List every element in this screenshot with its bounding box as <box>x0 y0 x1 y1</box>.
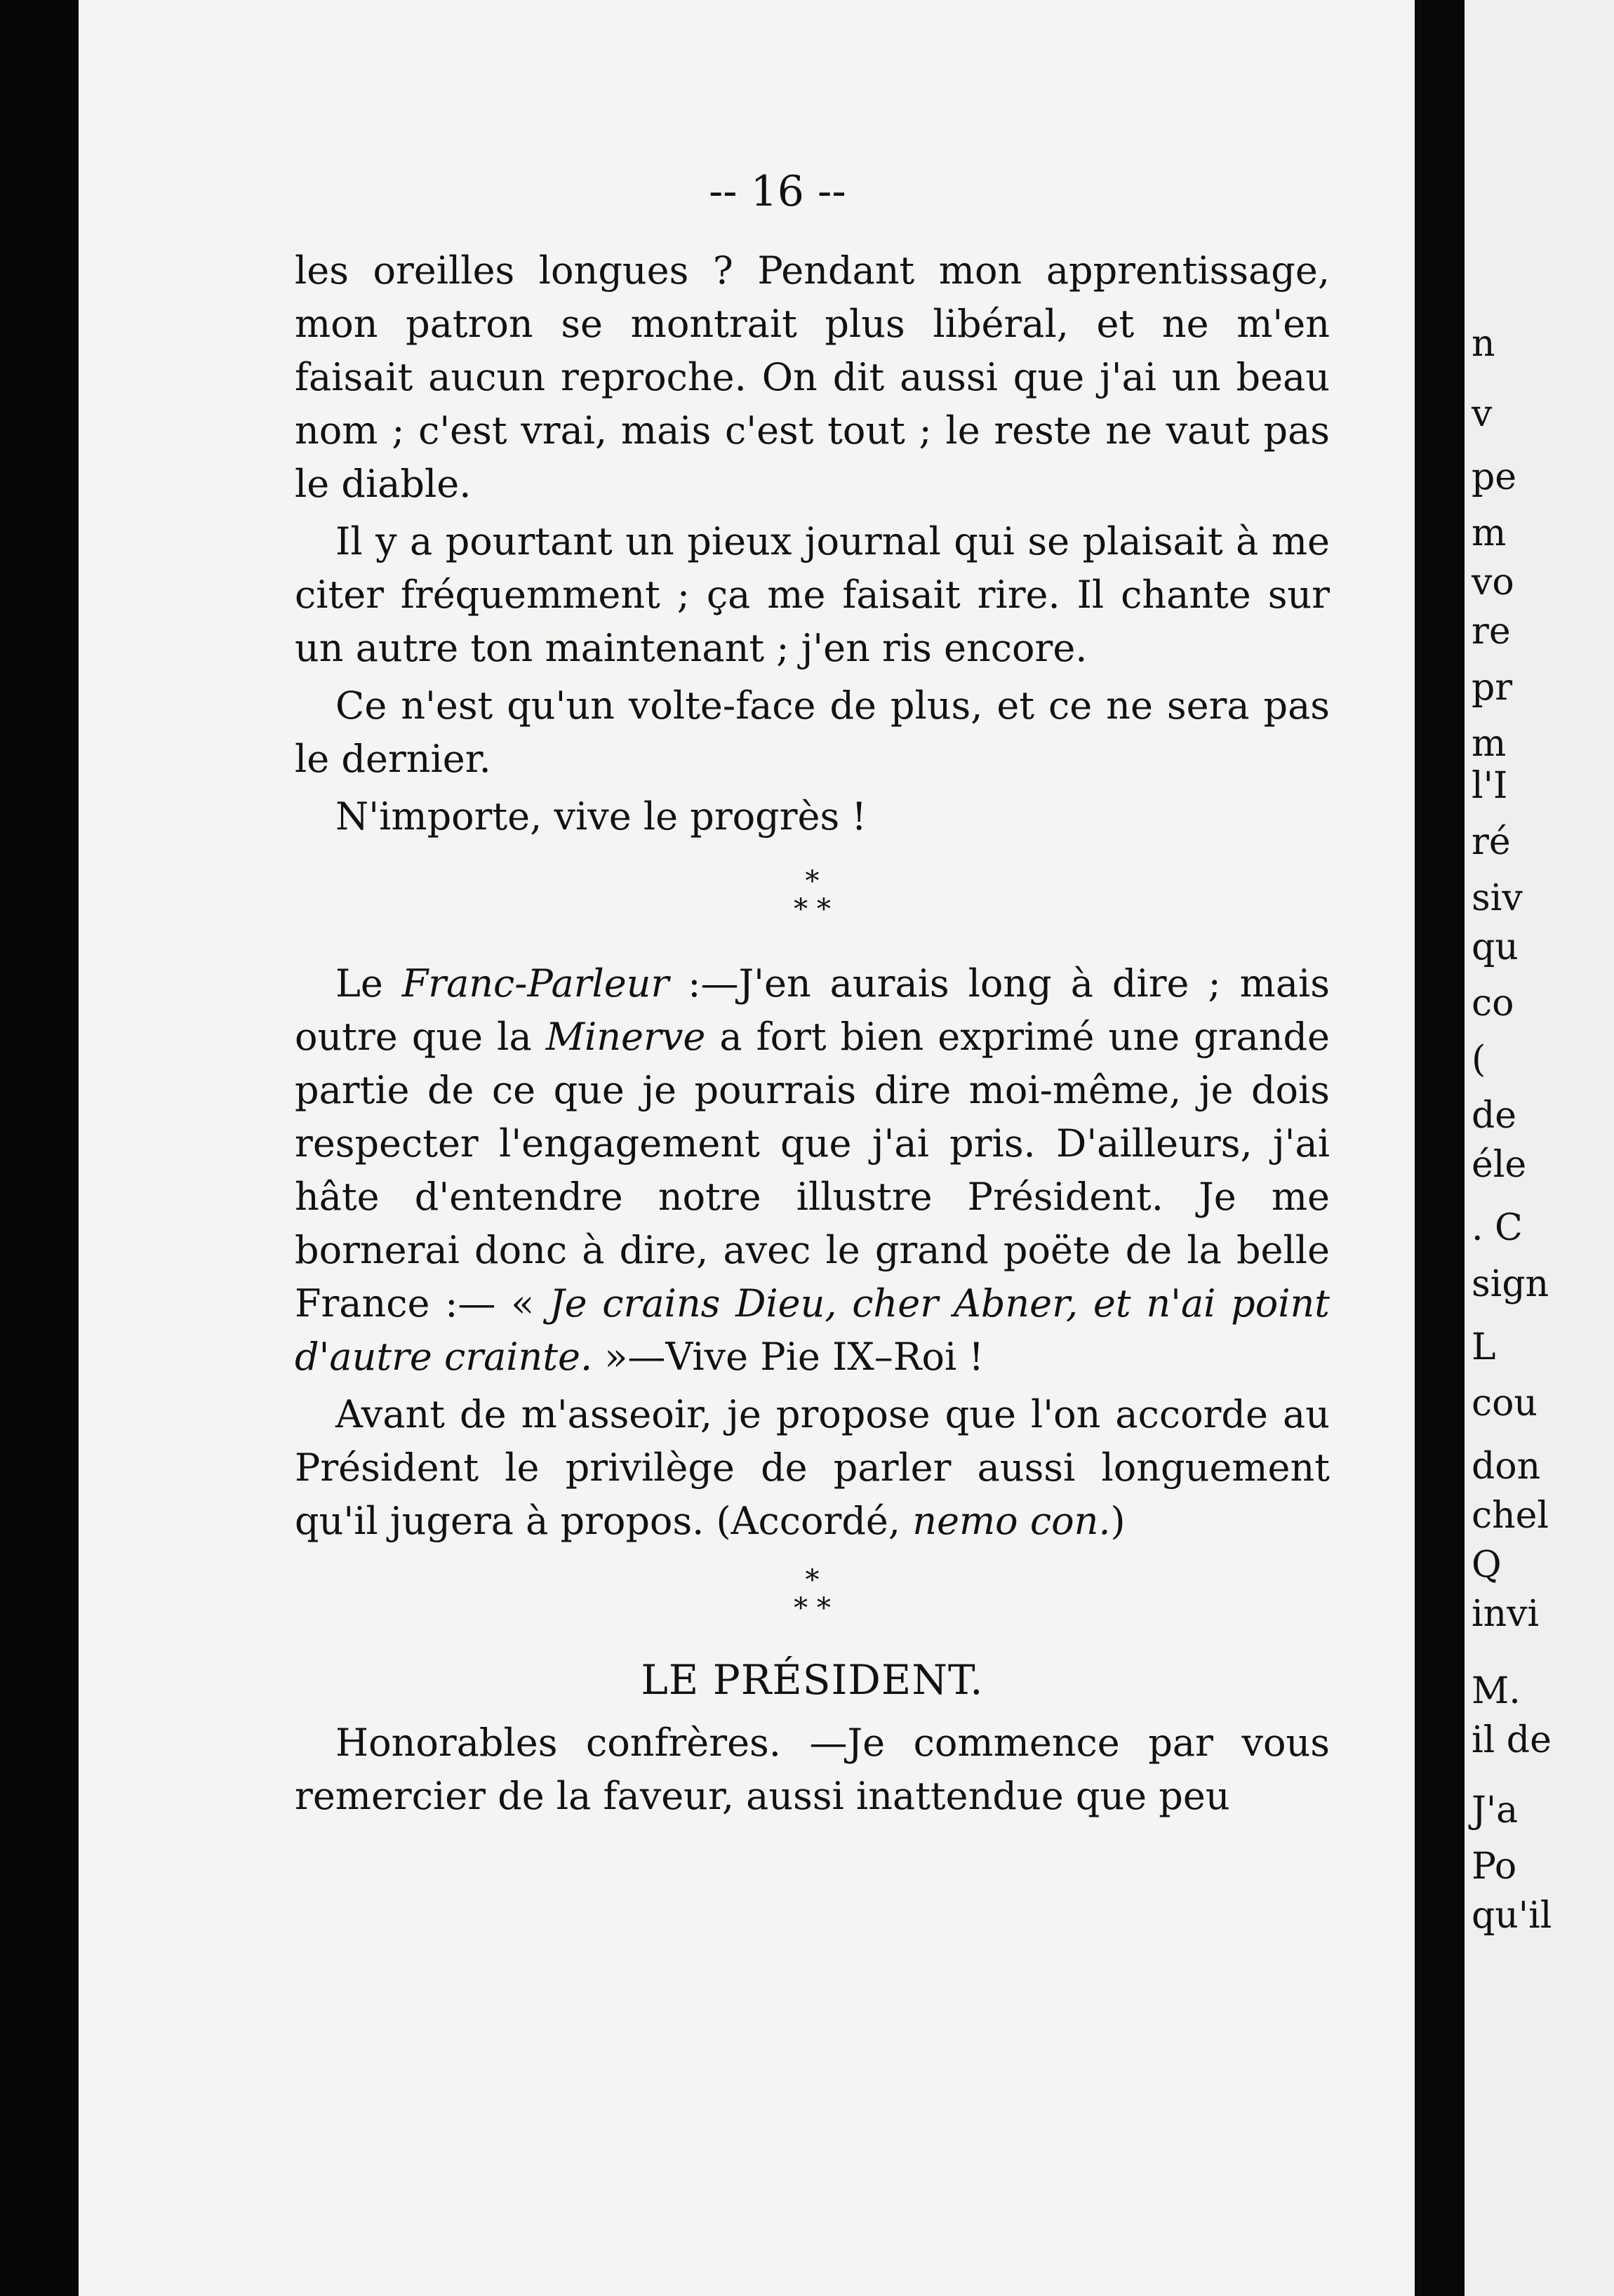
franc-parleur-text-3: »—Vive Pie IX–Roi ! <box>592 1335 985 1379</box>
page-number: -- 16 -- <box>709 167 846 216</box>
facing-page-fragment: qu <box>1472 926 1519 968</box>
facing-page-fragment: co <box>1472 982 1514 1024</box>
book-gutter <box>1422 0 1465 2296</box>
facing-page-fragment: M. <box>1472 1670 1521 1712</box>
facing-page-fragment: ré <box>1472 821 1511 863</box>
facing-page-fragment: invi <box>1472 1593 1540 1635</box>
facing-page-fragment: vo <box>1472 561 1514 603</box>
facing-page-fragment: re <box>1472 610 1511 653</box>
facing-page-fragment: qu'il <box>1472 1895 1552 1937</box>
latin-phrase: nemo con. <box>912 1499 1111 1543</box>
facing-page <box>1465 0 1614 2296</box>
avant-text: Avant de m'asseoir, je propose que l'on accorde au Président le privilège de parler aussi longuement qu'il jugera à propos. (Accordé, <box>295 1392 1330 1543</box>
avant-close: ) <box>1110 1499 1126 1543</box>
facing-page-fragment: cou <box>1472 1382 1538 1424</box>
section-separator-2: * * * <box>794 1564 831 1624</box>
facing-page-fragment: n <box>1472 323 1495 365</box>
section-separator-1: * * * <box>794 865 831 926</box>
franc-parleur-paragraph <box>295 957 1330 1384</box>
facing-page-fragment: don <box>1472 1446 1541 1488</box>
franc-parleur-lead: Le <box>335 961 402 1006</box>
paragraph-4: N'importe, vive le progrès ! <box>335 794 867 839</box>
facing-page-fragment: . C <box>1472 1207 1523 1249</box>
facing-page-fragment: éle <box>1472 1144 1527 1186</box>
facing-page-fragment: v <box>1472 393 1493 435</box>
facing-page-fragment: chel <box>1472 1495 1549 1537</box>
facing-page-fragment: J'a <box>1472 1789 1519 1831</box>
avant-paragraph <box>295 1388 1330 1548</box>
facing-page-fragment: sign <box>1472 1263 1549 1305</box>
president-paragraph: Honorables confrères. —Je commence par vous remercier de la faveur, aussi inattendue que peu <box>295 1721 1330 1818</box>
facing-page-fragment: m <box>1472 512 1507 554</box>
facing-page-fragment: il de <box>1472 1719 1552 1761</box>
facing-page-fragment: L <box>1472 1326 1496 1368</box>
facing-page-fragment: pr <box>1472 667 1513 709</box>
paragraph-3: Ce n'est qu'un volte-face de plus, et ce ne sera pas le dernier. <box>295 683 1330 781</box>
facing-page-fragment: siv <box>1472 877 1523 919</box>
paragraph-1: les oreilles longues ? Pendant mon apprentissage, mon patron se montrait plus libéral, et ne m'en faisait aucun reproche. On dit aussi que j'ai un beau nom ; c'est vrai, mais c'est tout ; le reste ne vaut pas le diable. <box>295 248 1330 506</box>
facing-page-fragment: de <box>1472 1095 1517 1137</box>
scan-left-margin <box>0 0 79 2296</box>
section-heading: LE PRÉSIDENT. <box>641 1656 984 1704</box>
facing-page-fragment: ( <box>1472 1039 1486 1081</box>
paragraph-2: Il y a pourtant un pieux journal qui se plaisait à me citer fréquemment ; ça me faisait rire. Il chante sur un autre ton maintenant ; j'en ris encore. <box>295 519 1330 670</box>
facing-page-fragment: pe <box>1472 456 1517 498</box>
facing-page-fragment: l'I <box>1472 765 1508 807</box>
facing-page-fragment: m <box>1472 723 1507 765</box>
quotation: Je crains Dieu, cher Abner, et n'ai point d'autre crainte. <box>295 1281 1330 1379</box>
journal-name: Minerve <box>545 1015 706 1059</box>
franc-parleur-text-1: :—J'en aurais long à dire ; mais outre que la <box>295 961 1330 1059</box>
facing-page-fragment: Q <box>1472 1544 1502 1586</box>
franc-parleur-text-2: a fort bien exprimé une grande partie de ce que je pourrais dire moi-même, je dois respecter l'engagement que j'ai pris. D'ailleurs, j'ai hâte d'entendre notre illustre Président. Je me bornerai donc à dire, avec le grand poëte de la belle France :— « <box>295 1015 1330 1326</box>
page-text <box>295 244 1330 1827</box>
facing-page-fragment: Po <box>1472 1846 1517 1888</box>
speaker-name: Franc-Parleur <box>401 961 669 1006</box>
